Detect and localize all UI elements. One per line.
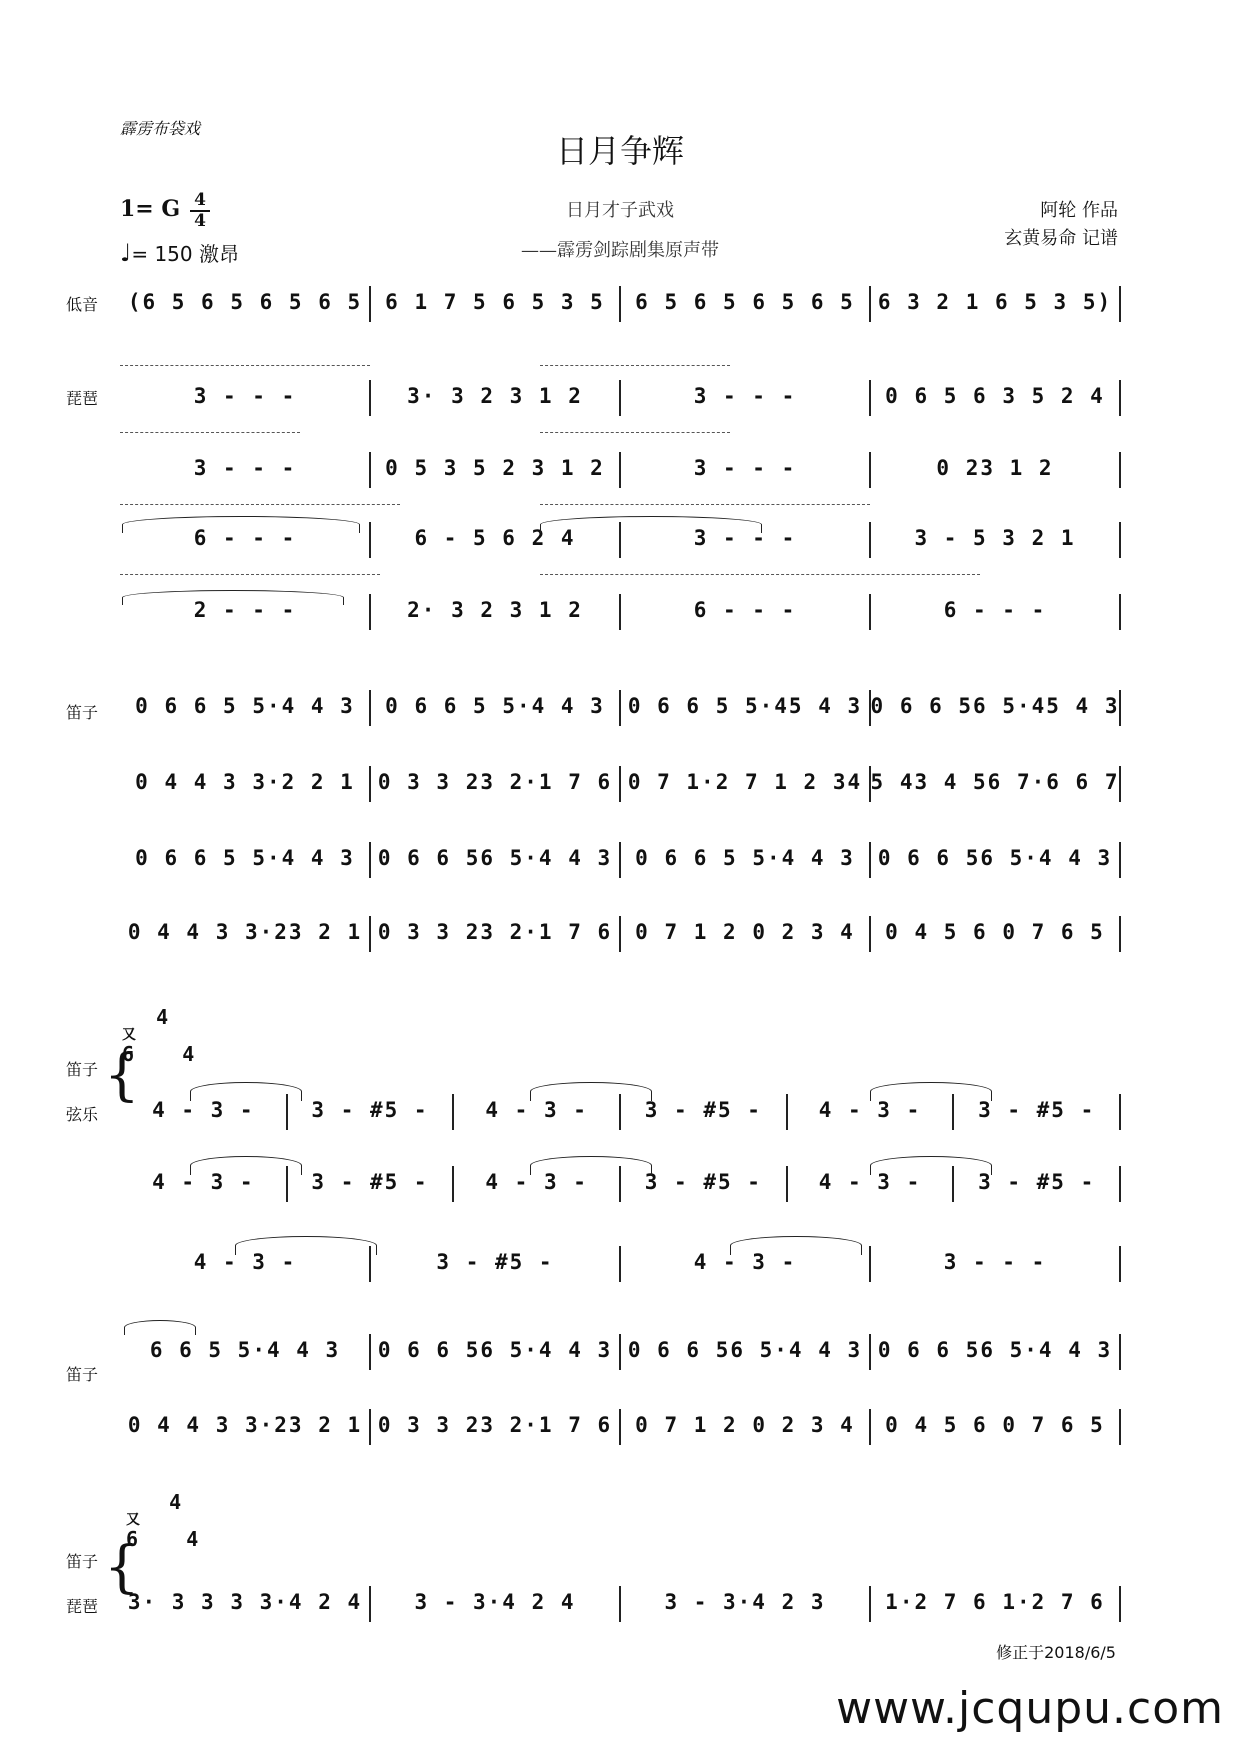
time-numerator: 4	[194, 190, 206, 210]
measure: 0 4 5 6 0 7 6 5	[885, 1413, 1105, 1437]
key-signature: 1= G	[120, 196, 181, 222]
measure: 4 - 3 -	[485, 1170, 588, 1194]
measure: 6 6 5 5·4 4 3	[149, 1338, 341, 1362]
measure: 0 3 3 23 2·1 7 6	[377, 920, 613, 944]
measure: 3 - #5 -	[978, 1170, 1096, 1194]
measure: 0 6 6 56 5·4 4 3	[877, 846, 1113, 870]
measure: 0 23 1 2	[936, 456, 1054, 480]
measure: 6 5 6 5 6 5 6 5	[635, 290, 855, 314]
tie-dash-line	[540, 432, 730, 433]
measure: 2· 3 2 3 1 2	[407, 598, 583, 622]
subtitle-source: ——霹雳剑踪剧集原声带	[521, 240, 719, 261]
measure: 6 3 2 1 6 5 3 5)	[877, 290, 1113, 314]
instrument-label-dizi-4: 笛子	[66, 1552, 99, 1571]
barline	[1119, 690, 1121, 726]
slur-arc	[870, 1082, 992, 1101]
barline	[1119, 522, 1121, 558]
measure: 3 - - -	[943, 1250, 1047, 1274]
measure: 0 5 3 5 2 3 1 2	[385, 456, 605, 480]
instrument-label-bass: 低音	[66, 295, 99, 314]
measure: 0 7 1 2 0 2 3 4	[635, 920, 855, 944]
barline	[1119, 1166, 1121, 1202]
measure: 0 6 6 5 5·45 4 3	[627, 694, 863, 718]
barline	[1119, 1334, 1121, 1370]
instrument-label-dizi: 笛子	[66, 703, 99, 722]
measure: 0 4 4 3 3·23 2 1	[127, 920, 363, 944]
measure: 3· 3 2 3 1 2	[407, 384, 583, 408]
measure: 3 - - -	[693, 456, 797, 480]
measure: 5 43 4 56 7·6 6 7	[870, 770, 1120, 794]
tempo-text: = 150 激昂	[131, 242, 239, 266]
measure: 3 - #5 -	[311, 1170, 429, 1194]
page-title: 日月争辉	[555, 132, 684, 170]
score-row	[120, 1330, 1120, 1370]
barline	[1119, 1094, 1121, 1130]
score-row	[120, 1405, 1120, 1445]
barline	[1119, 842, 1121, 878]
measure: 4 - 3 -	[485, 1098, 588, 1122]
barline	[1119, 380, 1121, 416]
slur-arc	[190, 1082, 302, 1101]
barline	[1119, 594, 1121, 630]
score-row	[120, 912, 1120, 952]
system-brace-2: {	[104, 1535, 140, 1600]
measure: 0 6 6 5 5·4 4 3	[635, 846, 855, 870]
measure: 3 - 3·4 2 3	[664, 1590, 826, 1614]
measure: 3 - #5 -	[311, 1098, 429, 1122]
slur-arc	[530, 1082, 652, 1101]
slur-arc	[122, 516, 360, 533]
score-row	[120, 838, 1120, 878]
measure: 0 6 6 56 5·4 4 3	[377, 1338, 613, 1362]
measure: 3 - #5 -	[436, 1250, 554, 1274]
series-label: 霹雳布袋戏	[120, 119, 201, 138]
barline	[1119, 1246, 1121, 1282]
system-brace: {	[104, 1043, 140, 1108]
revision-date: 修正于2018/6/5	[996, 1643, 1116, 1662]
tie-dash-line	[120, 432, 300, 433]
measure: 0 3 3 23 2·1 7 6	[377, 770, 613, 794]
barline	[1119, 286, 1121, 322]
tie-dash-line	[540, 504, 870, 505]
slur-arc	[124, 1320, 196, 1335]
instrument-label-dizi-2: 笛子	[66, 1060, 99, 1079]
measure: 6 - - -	[193, 526, 297, 550]
tie-dash-line	[120, 504, 400, 505]
site-watermark: www.jcqupu.com	[836, 1683, 1224, 1734]
measure: 1·2 7 6 1·2 7 6	[885, 1590, 1105, 1614]
measure: 0 7 1 2 0 2 3 4	[635, 1413, 855, 1437]
measure: 4 - 3 -	[818, 1170, 922, 1194]
quarter-note-icon: ♩	[120, 239, 132, 267]
barline	[1119, 766, 1121, 802]
measure: 6 - - -	[943, 598, 1047, 622]
slur-arc	[540, 516, 762, 533]
measure: 3 - - -	[193, 456, 297, 480]
grace-ornament-2: 4 又 6 4	[126, 1490, 199, 1552]
measure: 2 - - -	[193, 598, 297, 622]
barline	[1119, 1409, 1121, 1445]
barline	[1119, 452, 1121, 488]
slur-arc	[235, 1236, 377, 1255]
time-denominator: 4	[194, 211, 206, 231]
measure: 6 1 7 5 6 5 3 5	[385, 290, 605, 314]
measure: 0 6 6 56 5·4 4 3	[377, 846, 613, 870]
tie-dash-line	[120, 365, 370, 366]
slur-arc	[190, 1156, 302, 1175]
measure: 3 - - -	[693, 384, 797, 408]
barline	[1119, 1586, 1121, 1622]
score-row	[120, 448, 1120, 488]
measure: 0 6 6 5 5·4 4 3	[135, 846, 355, 870]
slur-arc	[870, 1156, 992, 1175]
measure: 3 - 5 3 2 1	[914, 526, 1076, 550]
measure: (6 5 6 5 6 5 6 5	[127, 290, 363, 314]
measure: 3 - - -	[193, 384, 297, 408]
measure: 0 7 1·2 7 1 2 34	[627, 770, 863, 794]
score-row	[120, 686, 1120, 726]
instrument-label-pipa: 琵琶	[66, 389, 99, 408]
score-row	[120, 1582, 1120, 1622]
score-row	[120, 376, 1120, 416]
grace-ornament: 4 又 6 4	[122, 1005, 195, 1067]
measure: 3 - #5 -	[644, 1098, 762, 1122]
measure: 3 - - -	[693, 526, 797, 550]
measure: 3 - 3·4 2 4	[414, 1590, 576, 1614]
measure: 4 - 3 -	[818, 1098, 922, 1122]
slur-arc	[122, 590, 344, 605]
slur-arc	[730, 1236, 862, 1255]
measure: 4 - 3 -	[193, 1250, 297, 1274]
measure: 0 6 6 56 5·4 4 3	[877, 1338, 1113, 1362]
measure: 0 6 6 56 5·45 4 3	[870, 694, 1120, 718]
instrument-label-pipa-2: 琵琶	[66, 1597, 99, 1616]
instrument-label-dizi-3: 笛子	[66, 1365, 99, 1384]
measure: 0 6 6 5 5·4 4 3	[385, 694, 605, 718]
measure: 0 6 6 5 5·4 4 3	[135, 694, 355, 718]
measure: 0 3 3 23 2·1 7 6	[377, 1413, 613, 1437]
composer-credit: 阿轮 作品	[1040, 200, 1118, 221]
subtitle-scene: 日月才子武戏	[566, 200, 674, 221]
measure: 3 - #5 -	[978, 1098, 1096, 1122]
measure: 3 - #5 -	[644, 1170, 762, 1194]
measure: 0 6 5 6 3 5 2 4	[885, 384, 1105, 408]
slur-arc	[530, 1156, 652, 1175]
tie-dash-line	[120, 574, 380, 575]
transcriber-credit: 玄黄易命 记谱	[1004, 228, 1118, 249]
measure: 4 - 3 -	[693, 1250, 797, 1274]
score-row	[120, 762, 1120, 802]
measure: 3· 3 3 3 3·4 2 4	[127, 1590, 363, 1614]
measure: 0 4 5 6 0 7 6 5	[885, 920, 1105, 944]
measure: 0 6 6 56 5·4 4 3	[627, 1338, 863, 1362]
barline	[1119, 916, 1121, 952]
measure: 4 - 3 -	[152, 1170, 255, 1194]
measure: 6 - - -	[693, 598, 797, 622]
instrument-label-strings: 弦乐	[66, 1105, 99, 1124]
tie-dash-line	[540, 574, 980, 575]
score-row	[120, 282, 1120, 322]
measure: 4 - 3 -	[152, 1098, 255, 1122]
tie-dash-line	[540, 365, 730, 366]
measure: 6 - 5 6 2 4	[414, 526, 576, 550]
measure: 0 4 4 3 3·23 2 1	[127, 1413, 363, 1437]
measure: 0 4 4 3 3·2 2 1	[135, 770, 355, 794]
